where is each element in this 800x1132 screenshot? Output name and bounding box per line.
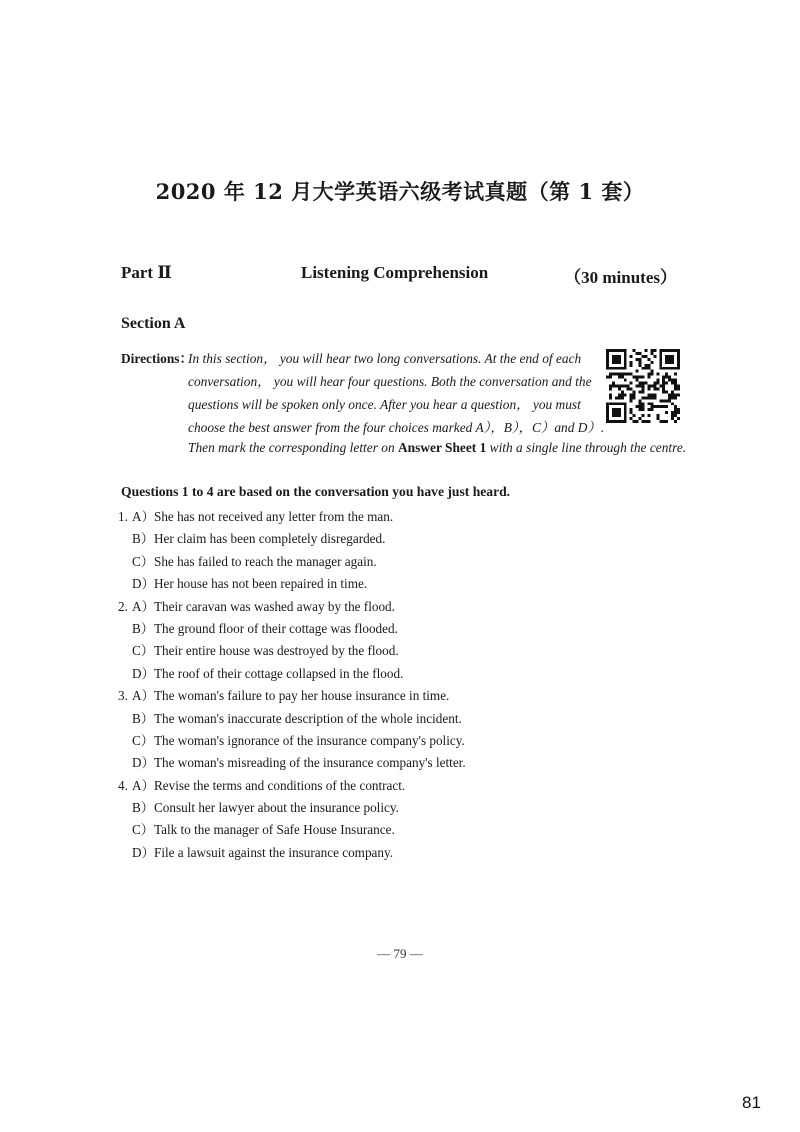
part-heading: Listening Comprehension — [301, 263, 489, 282]
option-text: Consult her lawyer about the insurance policy. — [154, 800, 399, 816]
question-group-heading: Questions 1 to 4 are based on the conversation you have just heard. — [121, 484, 511, 499]
qr-code-graphic — [606, 349, 680, 423]
answer-option — [118, 731, 638, 753]
answer-sheet-ref: Answer Sheet 1 — [398, 440, 487, 455]
option-text: Talk to the manager of Safe House Insurance. — [154, 822, 395, 838]
directions-line-1: In this section， you will hear two long conversations. At the end of each — [188, 351, 582, 366]
question-list — [118, 507, 638, 865]
option-text: Revise the terms and conditions of the contract. — [154, 777, 406, 793]
answer-option — [118, 798, 638, 820]
answer-option — [118, 753, 638, 775]
option-letter: C） — [132, 732, 154, 748]
question-number: 1. — [118, 509, 128, 524]
page-title: 2020 年 12 月大学英语六级考试真题（第 1 套） — [155, 179, 645, 204]
answer-option — [118, 664, 638, 686]
option-text: Her house has not been repaired in time. — [154, 576, 368, 592]
answer-option — [118, 507, 638, 529]
answer-option — [118, 686, 638, 708]
option-text: Her claim has been completely disregarded. — [154, 531, 386, 547]
option-letter: A） — [132, 777, 155, 793]
option-letter: C） — [132, 822, 154, 838]
directions-line-2: conversation， you will hear four questions. Both the conversation and the — [188, 374, 592, 389]
page-number: 81 — [742, 1093, 761, 1112]
answer-option — [118, 641, 638, 663]
answer-option — [118, 619, 638, 641]
option-text: Their entire house was destroyed by the flood. — [154, 643, 399, 659]
option-text: Their caravan was washed away by the flood. — [154, 598, 395, 614]
question-number: 3. — [118, 688, 128, 704]
section-title: Section A — [121, 315, 186, 332]
option-letter: B） — [132, 620, 154, 636]
option-text: The woman's ignorance of the insurance company's policy. — [154, 732, 465, 748]
answer-option — [118, 529, 638, 551]
footer-page-marker: — 79 — — [377, 946, 423, 961]
answer-option — [118, 776, 638, 798]
qr-code-icon[interactable] — [606, 349, 680, 423]
option-letter: B） — [132, 800, 154, 816]
option-letter: C） — [132, 643, 154, 659]
option-text: File a lawsuit against the insurance company. — [154, 844, 394, 860]
part-label: Part Ⅱ — [121, 263, 172, 282]
option-text: She has failed to reach the manager again. — [154, 553, 377, 569]
directions-line-4: choose the best answer from the four choices marked A），B），C）and D）. — [188, 420, 605, 435]
part-time: （30 minutes） — [564, 268, 677, 287]
answer-option — [118, 597, 638, 619]
option-letter: D） — [132, 665, 155, 681]
question-number: 2. — [118, 598, 128, 614]
option-text: The woman's failure to pay her house insurance in time. — [154, 688, 450, 704]
option-letter: B） — [132, 710, 154, 726]
option-letter: D） — [132, 576, 155, 592]
option-letter: D） — [132, 755, 155, 771]
option-text: She has not received any letter from the man. — [154, 509, 394, 524]
option-letter: A） — [132, 598, 155, 614]
answer-option — [118, 574, 638, 596]
option-text: The roof of their cottage collapsed in the flood. — [154, 665, 404, 681]
answer-option — [118, 552, 638, 574]
directions-line-5-a: Then mark the corresponding letter on — [188, 440, 399, 455]
directions-line-5 — [188, 440, 686, 456]
option-text: The woman's inaccurate description of the whole incident. — [154, 710, 462, 726]
answer-option — [118, 709, 638, 731]
option-text: The woman's misreading of the insurance company's letter. — [154, 755, 466, 771]
part-header — [121, 263, 677, 285]
answer-option — [118, 820, 638, 842]
option-text: The ground floor of their cottage was flooded. — [154, 620, 398, 636]
directions-label: Directions： — [121, 351, 193, 366]
option-letter: C） — [132, 553, 154, 569]
option-letter: A） — [132, 688, 155, 704]
directions-line-3: questions will be spoken only once. After you hear a question， you must — [188, 397, 581, 412]
option-letter: B） — [132, 531, 154, 547]
answer-option — [118, 843, 638, 865]
directions-line-5-b: with a single line through the centre. — [486, 440, 687, 455]
option-letter: A） — [132, 509, 155, 524]
option-letter: D） — [132, 844, 155, 860]
question-number: 4. — [118, 777, 128, 793]
